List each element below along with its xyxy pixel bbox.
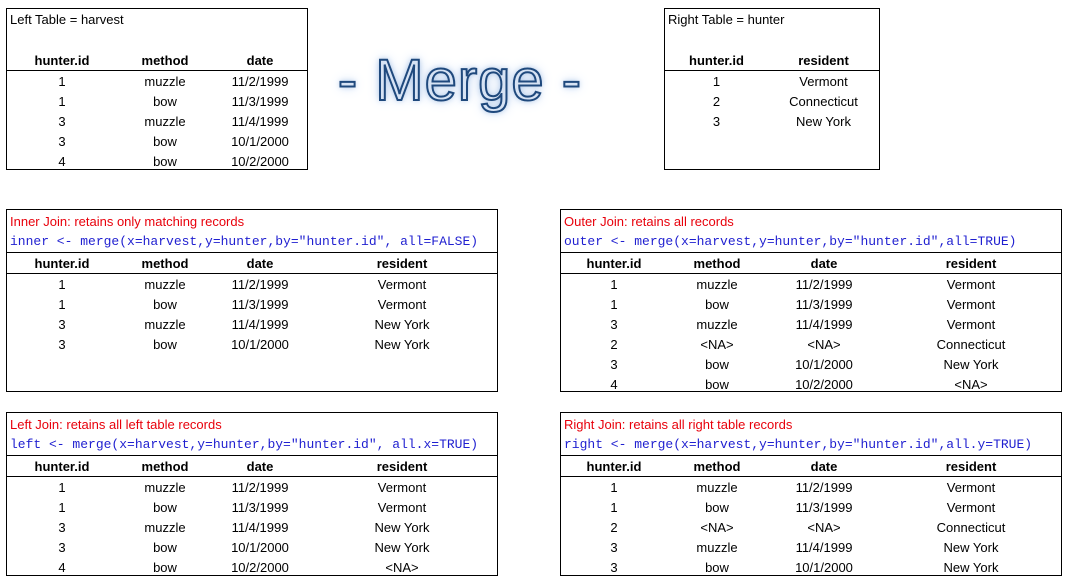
table-cell: 3 bbox=[610, 559, 618, 575]
table-cell: 1 bbox=[712, 73, 721, 89]
table-row bbox=[561, 497, 1061, 517]
table-cell: New York bbox=[374, 336, 430, 352]
table-row bbox=[561, 294, 1061, 314]
table-row bbox=[7, 274, 497, 295]
column-header: hunter.id bbox=[665, 50, 768, 71]
right-join-code: right <- merge(x=harvest,y=hunter,by="hunter.id",all.y=TRUE) bbox=[564, 437, 1033, 452]
table-cell: 10/1/2000 bbox=[231, 539, 289, 555]
column-header: resident bbox=[768, 50, 879, 71]
table-cell: muzzle bbox=[144, 316, 186, 332]
table-cell: Vermont bbox=[377, 296, 427, 312]
column-header: resident bbox=[307, 456, 497, 477]
table-cell: 11/4/1999 bbox=[795, 316, 853, 332]
table-cell: 11/2/1999 bbox=[231, 276, 289, 292]
column-header: resident bbox=[881, 253, 1061, 274]
table-row bbox=[7, 557, 497, 577]
table-cell: 4 bbox=[58, 153, 66, 169]
table-row bbox=[561, 537, 1061, 557]
table-cell: <NA> bbox=[954, 376, 988, 392]
column-header: hunter.id bbox=[561, 253, 667, 274]
left-join-caption: Left Join: retains all left table records bbox=[10, 417, 222, 432]
table-cell: 1 bbox=[610, 479, 618, 495]
table-row bbox=[7, 294, 497, 314]
merge-title: - Merge - bbox=[337, 48, 583, 113]
table-cell: bow bbox=[153, 336, 177, 352]
left-table bbox=[7, 50, 307, 171]
right-table bbox=[665, 50, 879, 131]
column-header: method bbox=[117, 50, 213, 71]
table-row bbox=[561, 274, 1061, 295]
table-cell: New York bbox=[374, 539, 430, 555]
left-join-table bbox=[7, 455, 497, 577]
table-cell: 11/4/1999 bbox=[231, 113, 289, 129]
table-cell: New York bbox=[943, 356, 999, 372]
outer-join-box bbox=[560, 209, 1062, 392]
table-cell: 1 bbox=[58, 93, 66, 109]
column-header: method bbox=[117, 456, 213, 477]
table-cell: 11/3/1999 bbox=[795, 296, 853, 312]
column-header: date bbox=[213, 50, 307, 71]
table-row bbox=[561, 477, 1061, 498]
table-cell: bow bbox=[153, 539, 177, 555]
table-row bbox=[7, 91, 307, 111]
column-header: date bbox=[213, 253, 307, 274]
table-cell: 10/2/2000 bbox=[231, 559, 289, 575]
table-row bbox=[7, 334, 497, 354]
column-header: hunter.id bbox=[7, 50, 117, 71]
table-cell: 1 bbox=[58, 73, 66, 89]
table-cell: Vermont bbox=[946, 499, 996, 515]
table-cell: 3 bbox=[610, 356, 618, 372]
column-header: resident bbox=[307, 253, 497, 274]
right-join-caption: Right Join: retains all right table records bbox=[564, 417, 793, 432]
table-cell: New York bbox=[374, 519, 430, 535]
table-cell: muzzle bbox=[144, 479, 186, 495]
table-cell: 2 bbox=[712, 93, 721, 109]
table-cell: New York bbox=[943, 539, 999, 555]
table-cell: 10/1/2000 bbox=[231, 133, 289, 149]
table-cell: Vermont bbox=[377, 499, 427, 515]
table-cell: 10/1/2000 bbox=[795, 356, 853, 372]
table-cell: bow bbox=[153, 296, 177, 312]
table-cell: muzzle bbox=[696, 316, 738, 332]
table-cell: 11/4/1999 bbox=[231, 519, 289, 535]
table-cell: Connecticut bbox=[789, 93, 858, 109]
table-cell: <NA> bbox=[385, 559, 419, 575]
table-cell: Vermont bbox=[946, 479, 996, 495]
table-cell: New York bbox=[796, 113, 851, 129]
outer-join-caption: Outer Join: retains all records bbox=[564, 214, 734, 229]
table-row bbox=[561, 557, 1061, 577]
table-row bbox=[561, 517, 1061, 537]
inner-join-code: inner <- merge(x=harvest,y=hunter,by="hunter.id", all=FALSE) bbox=[10, 234, 479, 249]
left-join-box bbox=[6, 412, 498, 576]
table-cell: bow bbox=[153, 153, 177, 169]
table-cell: Vermont bbox=[946, 296, 996, 312]
table-cell: muzzle bbox=[696, 539, 738, 555]
table-cell: Connecticut bbox=[936, 336, 1006, 352]
table-row bbox=[7, 497, 497, 517]
inner-join-caption: Inner Join: retains only matching records bbox=[10, 214, 245, 229]
table-cell: muzzle bbox=[144, 73, 186, 89]
table-cell: bow bbox=[705, 499, 729, 515]
table-cell: <NA> bbox=[807, 519, 841, 535]
table-cell: 4 bbox=[610, 376, 618, 392]
table-cell: 11/2/1999 bbox=[231, 73, 289, 89]
table-cell: 4 bbox=[58, 559, 66, 575]
table-cell: 3 bbox=[58, 133, 66, 149]
table-cell: 1 bbox=[58, 479, 66, 495]
table-cell: 2 bbox=[610, 519, 618, 535]
table-row bbox=[561, 354, 1061, 374]
table-cell: 11/3/1999 bbox=[231, 93, 289, 109]
column-header: date bbox=[767, 253, 881, 274]
table-cell: 1 bbox=[610, 499, 618, 515]
column-header: date bbox=[767, 456, 881, 477]
table-row bbox=[7, 537, 497, 557]
table-cell: 3 bbox=[58, 316, 66, 332]
table-cell: <NA> bbox=[700, 519, 734, 535]
inner-join-table bbox=[7, 252, 497, 354]
table-cell: Vermont bbox=[946, 276, 996, 292]
table-cell: 1 bbox=[58, 296, 66, 312]
table-row bbox=[7, 131, 307, 151]
inner-join-box bbox=[6, 209, 498, 392]
table-cell: 1 bbox=[610, 276, 618, 292]
table-cell: <NA> bbox=[807, 336, 841, 352]
table-cell: New York bbox=[374, 316, 430, 332]
table-cell: muzzle bbox=[144, 519, 186, 535]
table-row bbox=[7, 517, 497, 537]
table-cell: 11/3/1999 bbox=[231, 296, 289, 312]
column-header: method bbox=[667, 456, 767, 477]
table-cell: Connecticut bbox=[936, 519, 1006, 535]
table-cell: 3 bbox=[58, 336, 66, 352]
column-header: hunter.id bbox=[7, 456, 117, 477]
table-cell: 1 bbox=[610, 296, 618, 312]
table-cell: muzzle bbox=[144, 113, 186, 129]
table-cell: 3 bbox=[58, 113, 66, 129]
table-row bbox=[7, 151, 307, 171]
table-cell: bow bbox=[705, 376, 729, 392]
right-table-caption: Right Table = hunter bbox=[668, 12, 785, 27]
table-cell: 10/2/2000 bbox=[795, 376, 853, 392]
table-cell: Vermont bbox=[377, 276, 427, 292]
table-row bbox=[561, 374, 1061, 394]
table-cell: 3 bbox=[58, 539, 66, 555]
table-cell: 3 bbox=[610, 539, 618, 555]
table-cell: 10/1/2000 bbox=[795, 559, 853, 575]
table-cell: bow bbox=[705, 296, 729, 312]
table-row bbox=[665, 91, 879, 111]
table-row bbox=[665, 71, 879, 92]
left-table-caption: Left Table = harvest bbox=[10, 12, 124, 27]
table-cell: 11/3/1999 bbox=[795, 499, 853, 515]
table-cell: 11/2/1999 bbox=[795, 479, 853, 495]
table-cell: 1 bbox=[58, 499, 66, 515]
table-cell: bow bbox=[153, 559, 177, 575]
table-cell: bow bbox=[153, 93, 177, 109]
table-cell: muzzle bbox=[696, 276, 738, 292]
table-cell: 3 bbox=[712, 113, 721, 129]
table-cell: 10/1/2000 bbox=[231, 336, 289, 352]
right-join-box bbox=[560, 412, 1062, 576]
table-row bbox=[7, 111, 307, 131]
column-header: hunter.id bbox=[561, 456, 667, 477]
table-cell: muzzle bbox=[144, 276, 186, 292]
table-row bbox=[7, 71, 307, 92]
table-row bbox=[7, 314, 497, 334]
column-header: method bbox=[117, 253, 213, 274]
right-join-table bbox=[561, 455, 1061, 577]
table-cell: bow bbox=[153, 499, 177, 515]
left-join-code: left <- merge(x=harvest,y=hunter,by="hunter.id", all.x=TRUE) bbox=[10, 437, 479, 452]
table-cell: 11/3/1999 bbox=[231, 499, 289, 515]
table-row bbox=[561, 314, 1061, 334]
table-cell: muzzle bbox=[696, 479, 738, 495]
table-cell: 1 bbox=[58, 276, 66, 292]
table-cell: bow bbox=[153, 133, 177, 149]
table-row bbox=[561, 334, 1061, 354]
table-row bbox=[665, 111, 879, 131]
table-cell: Vermont bbox=[799, 73, 848, 89]
table-cell: New York bbox=[943, 559, 999, 575]
table-cell: Vermont bbox=[377, 479, 427, 495]
left-table-box bbox=[6, 8, 308, 170]
table-row bbox=[7, 477, 497, 498]
column-header: date bbox=[213, 456, 307, 477]
table-cell: 3 bbox=[610, 316, 618, 332]
table-cell: 3 bbox=[58, 519, 66, 535]
table-cell: bow bbox=[705, 559, 729, 575]
outer-join-table bbox=[561, 252, 1061, 394]
table-cell: 2 bbox=[610, 336, 618, 352]
table-cell: <NA> bbox=[700, 336, 734, 352]
outer-join-code: outer <- merge(x=harvest,y=hunter,by="hunter.id",all=TRUE) bbox=[564, 234, 1017, 249]
table-cell: 11/2/1999 bbox=[795, 276, 853, 292]
table-cell: 11/2/1999 bbox=[231, 479, 289, 495]
table-cell: 10/2/2000 bbox=[231, 153, 289, 169]
table-cell: 11/4/1999 bbox=[795, 539, 853, 555]
column-header: hunter.id bbox=[7, 253, 117, 274]
table-cell: Vermont bbox=[946, 316, 996, 332]
table-cell: 11/4/1999 bbox=[231, 316, 289, 332]
table-cell: bow bbox=[705, 356, 729, 372]
column-header: resident bbox=[881, 456, 1061, 477]
right-table-box bbox=[664, 8, 880, 170]
column-header: method bbox=[667, 253, 767, 274]
